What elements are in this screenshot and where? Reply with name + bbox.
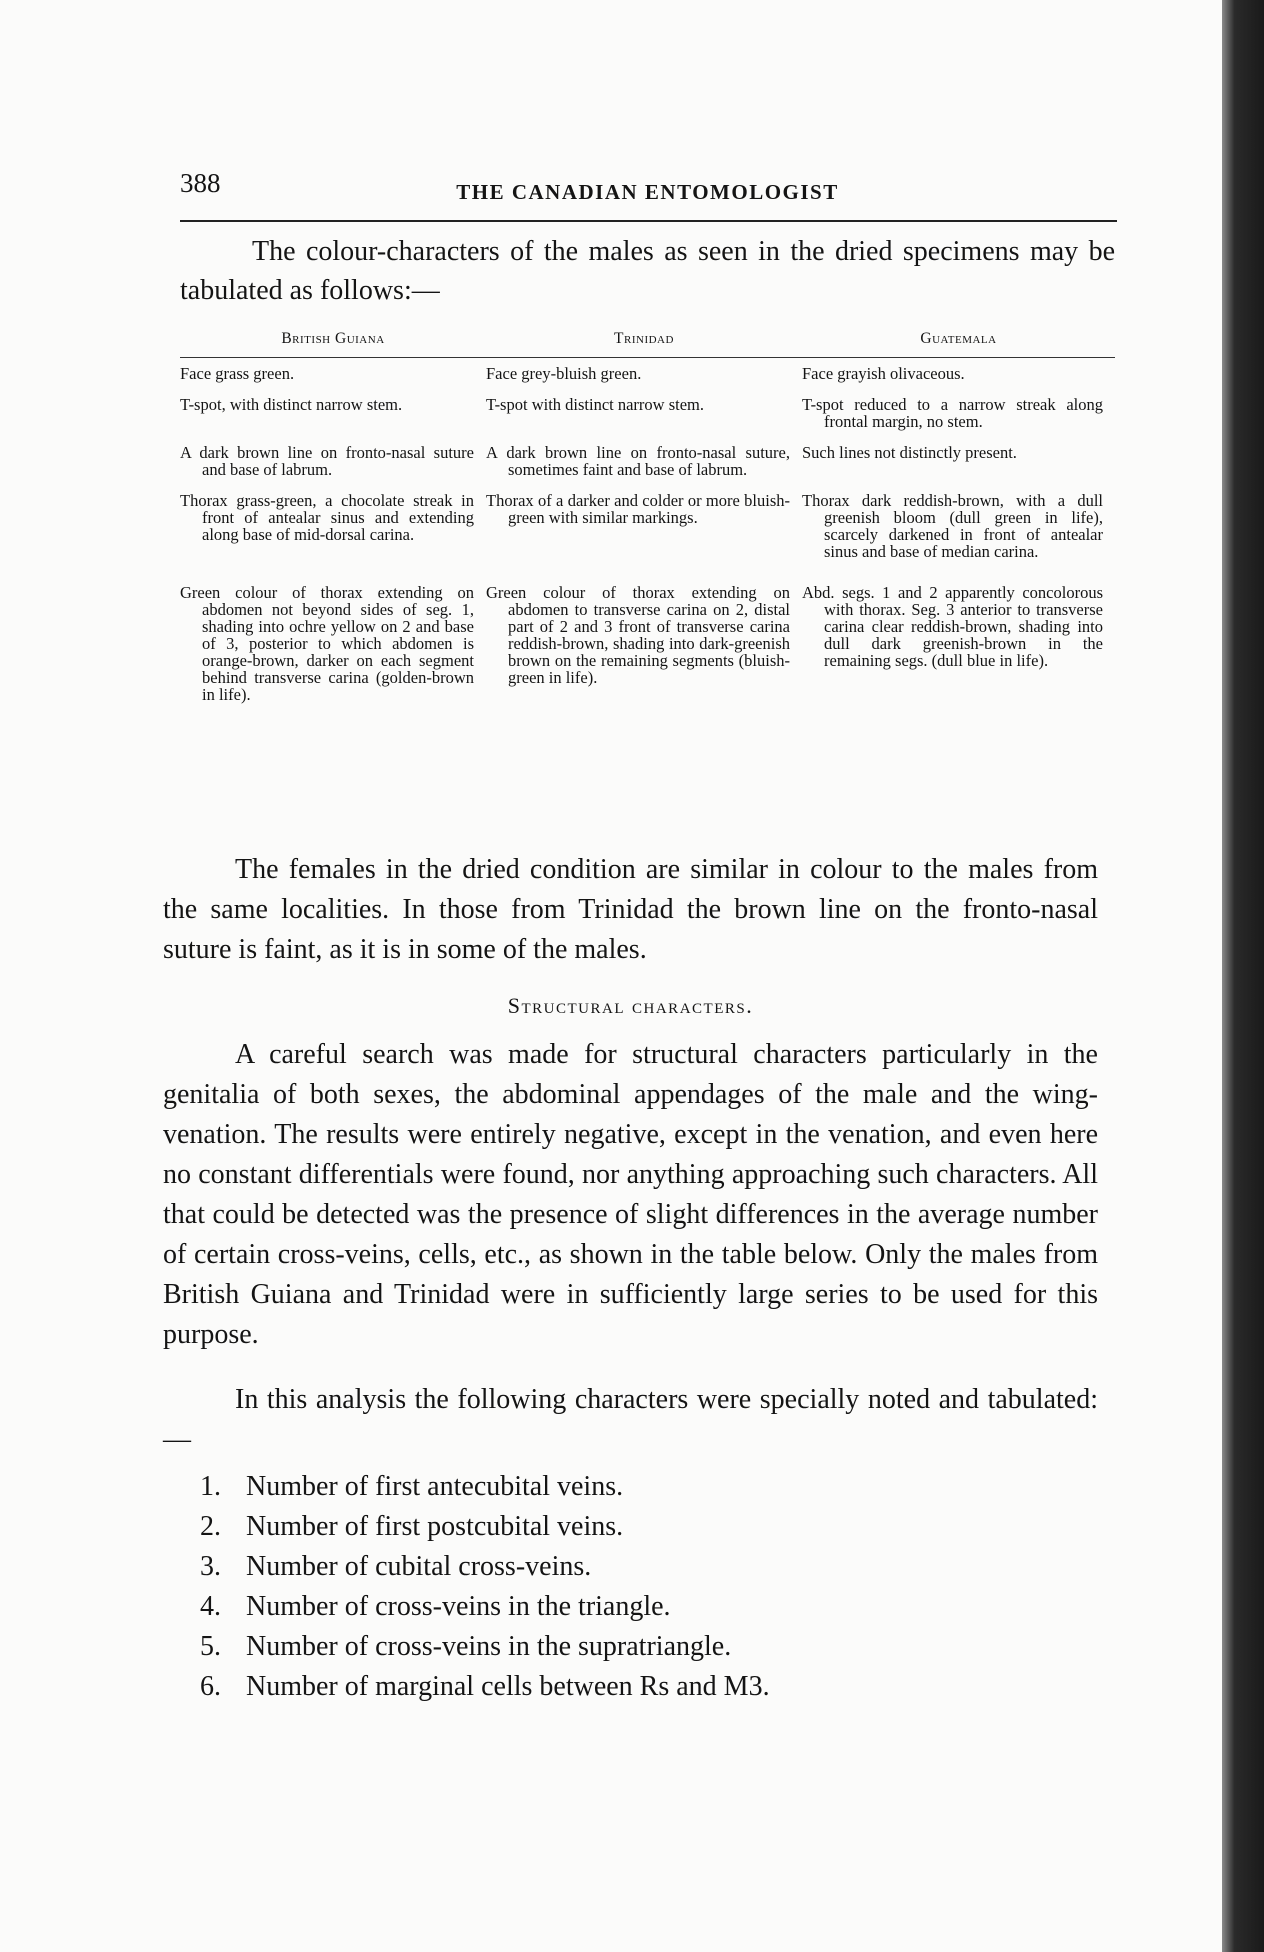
list-item xyxy=(200,1587,900,1627)
page-number: 388 xyxy=(180,168,221,198)
list-item xyxy=(200,1627,900,1667)
table-cell: T-spot reduced to a narrow streak along frontal margin, no stem. xyxy=(802,395,1103,431)
list-item xyxy=(200,1667,900,1707)
list-item-number: 2. xyxy=(200,1511,221,1542)
running-title: THE CANADIAN ENTOMOLOGIST xyxy=(456,180,839,204)
list-item-text: Number of first antecubital veins. xyxy=(246,1471,624,1502)
list-item-text: Number of first postcubital veins. xyxy=(246,1511,624,1542)
list-item-number: 3. xyxy=(200,1551,221,1582)
table-cell: T-spot, with distinct narrow stem. xyxy=(180,395,403,414)
females-paragraph: The females in the dried condition are similar in colour to the males from the same localities. In those from Trinidad the brown line on the fronto-nasal suture is faint, as it is in some of the males. xyxy=(163,854,1098,965)
section-heading: Structural characters. xyxy=(507,993,754,1018)
table-cell: Thorax of a darker and colder or more bluish-green with similar markings. xyxy=(486,491,790,527)
intro-paragraph: The colour-characters of the males as seen in the dried specimens may be tabulated as follows:— xyxy=(180,236,1115,306)
list-item xyxy=(200,1467,900,1507)
table-cell: Thorax dark reddish-brown, with a dull greenish bloom (dull green in life), scarcely darkened in front of antealar sinus and base of median carina. xyxy=(802,491,1103,561)
table-cell: Thorax grass-green, a chocolate streak in front of antealar sinus and extending along base of mid-dorsal carina. xyxy=(180,491,474,544)
table-row xyxy=(180,492,1115,574)
list-item-number: 5. xyxy=(200,1631,221,1662)
table-row xyxy=(180,358,1115,397)
list-item-text: Number of cross-veins in the triangle. xyxy=(246,1591,671,1622)
list-item-text: Number of cross-veins in the supratriangle. xyxy=(246,1631,732,1662)
table-cell: Face grass green. xyxy=(180,364,295,383)
table-row xyxy=(180,444,1115,492)
table-header-row xyxy=(180,330,1115,358)
list-item xyxy=(200,1507,900,1547)
table-cell: Green colour of thorax extending on abdomen not beyond sides of seg. 1, shading into ochre yellow on 2 and base of 3, posterior to which abdomen is orange-brown, darker on each segment behind transverse carina (golden-brown in life). xyxy=(180,583,474,704)
structural-paragraph: A careful search was made for structural characters particularly in the genitalia of both sexes, the abdominal appendages of the male and the wing-venation. The results were entirely negative, except in the venation, and even here no constant differentials were found, nor anything approaching such characters. All that could be detected was the presence of slight differences in the average number of certain cross-veins, cells, etc., as shown in the table below. Only the males from British Guiana and Trinidad were in sufficiently large series to be used for this purpose. xyxy=(163,1039,1098,1350)
list-item-text: Number of marginal cells between Rs and M3. xyxy=(246,1671,770,1702)
table-cell: Abd. segs. 1 and 2 apparently concolorous with thorax. Seg. 3 anterior to transverse carina clear reddish-brown, shading into dull dark greenish-brown in the remaining segs. (dull blue in life). xyxy=(802,583,1103,670)
list-item-number: 4. xyxy=(200,1591,221,1622)
table-cell: Such lines not distinctly present. xyxy=(802,443,1017,462)
table-row xyxy=(180,396,1115,444)
table-cell: Face grey-bluish green. xyxy=(486,364,642,383)
characters-list xyxy=(200,1467,900,1707)
page-header xyxy=(180,168,1115,218)
table-cell: Face grayish olivaceous. xyxy=(802,364,965,383)
column-header-guatemala: Guatemala xyxy=(802,330,1115,358)
table-row xyxy=(180,574,1115,717)
list-item-text: Number of cubital cross-veins. xyxy=(246,1551,592,1582)
header-rule xyxy=(180,220,1117,222)
analysis-paragraph: In this analysis the following characters were specially noted and tabulated:— xyxy=(163,1384,1098,1455)
table-cell: Green colour of thorax extending on abdomen to transverse carina on 2, distal part of 2 and 3 front of transverse carina reddish-brown, shading into dark-greenish brown on the remaining segments (bluish-green in life). xyxy=(486,583,790,687)
colour-characters-table xyxy=(180,330,1115,717)
list-item-number: 6. xyxy=(200,1671,221,1702)
column-header-trinidad: Trinidad xyxy=(486,330,802,358)
list-item-number: 1. xyxy=(200,1471,221,1502)
scan-edge xyxy=(1222,0,1264,1952)
table-cell: A dark brown line on fronto-nasal suture and base of labrum. xyxy=(180,443,474,479)
table-cell: A dark brown line on fronto-nasal suture, sometimes faint and base of labrum. xyxy=(486,443,790,479)
table-cell: T-spot with distinct narrow stem. xyxy=(486,395,704,414)
column-header-british-guiana: British Guiana xyxy=(180,330,486,358)
list-item xyxy=(200,1547,900,1587)
